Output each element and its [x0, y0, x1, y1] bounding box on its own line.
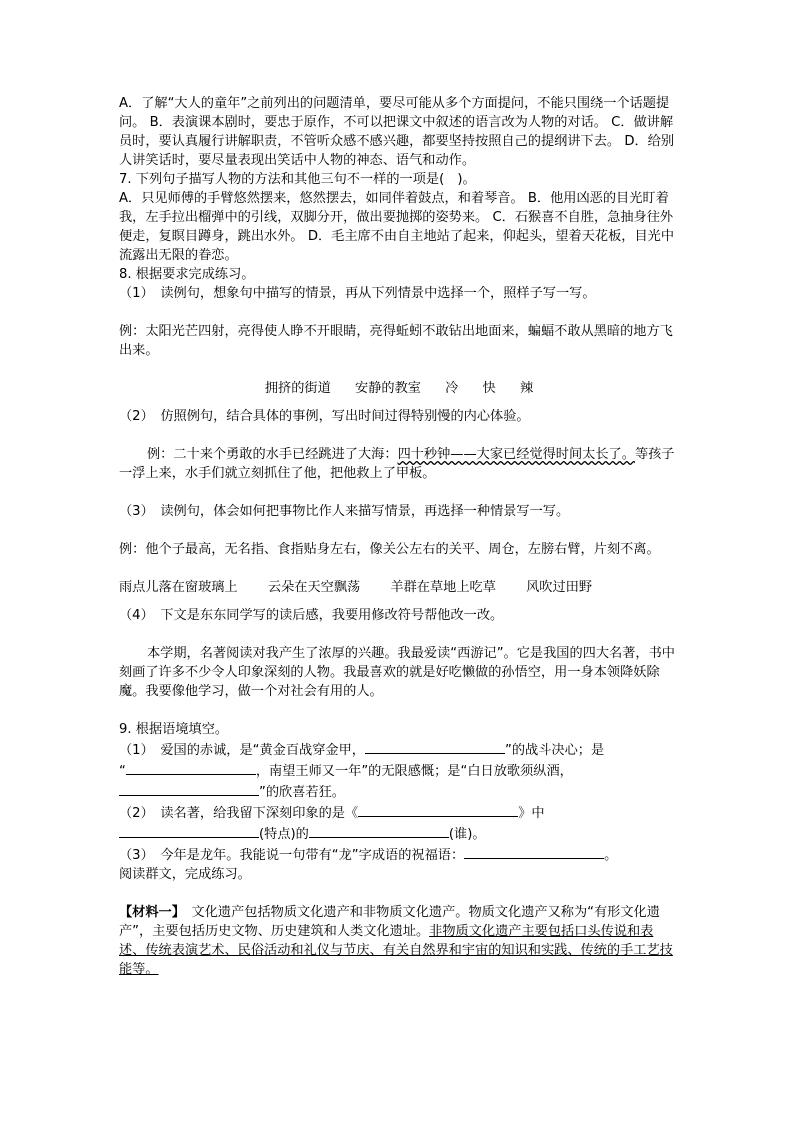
q8-part2-instruction: （2） 仿照例句，结合具体的事例，写出时间过得特别慢的内心体验。 — [119, 409, 530, 424]
scene-wind-over-fields: 风吹过田野 — [526, 580, 593, 595]
q8-stem: 8. 根据要求完成练习。 — [119, 267, 255, 282]
q9-part2 — [119, 802, 679, 844]
q8-part4-instruction: （4） 下文是东东同学写的读后感，我要用修改符号帮他改一改。 — [119, 608, 504, 623]
q8-part3-instruction: （3） 读例句，体会如何把事物比作人来描写情景，再选择一种情景写一写。 — [119, 504, 570, 519]
q9-part1-text: “ — [119, 764, 126, 779]
q9-part1 — [119, 739, 679, 802]
scene-sheep-grazing: 羊群在草地上吃草 — [390, 580, 496, 595]
choice-fast: 快 — [482, 381, 496, 396]
q8-part1-instruction: （1） 读例句，想象句中描写的情景，再从下列情景中选择一个，照样子写一写。 — [119, 286, 596, 301]
choice-cold: 冷 — [445, 381, 459, 396]
q9-part2-text: (特点)的 — [259, 827, 309, 842]
material1-text: 文化遗产包括物质文化遗产和非物质文化遗产。物质文化遗产又称为“有形文化遗产”，主要包括历史文物、历史建筑和人类文化遗址。 — [119, 905, 660, 939]
answer-blank[interactable] — [464, 844, 604, 859]
q8-part1-example: 例：太阳光芒四射，亮得使人睁不开眼睛，亮得蚯蚓不敢钻出地面来，蝙蝠不敢从黑暗的地方飞出来。 — [119, 324, 673, 358]
q9-part2-text: (谁)。 — [448, 827, 486, 842]
q8-part1-choices — [119, 379, 679, 398]
answer-blank[interactable] — [309, 823, 449, 838]
reading-intro: 阅读群文，完成练习。 — [119, 867, 251, 882]
q9-part2-text: 》中 — [518, 806, 545, 821]
material1 — [119, 903, 679, 979]
q9-part1-text: ”的战斗决心；是 — [505, 743, 605, 758]
answer-blank[interactable] — [119, 823, 259, 838]
q9-stem: 9. 根据语境填空。 — [119, 722, 229, 737]
q9-part1-text: ”的欣喜若狂。 — [259, 785, 345, 800]
answer-blank[interactable] — [365, 739, 505, 754]
example-text: 例：二十来个勇敢的水手已经跳进了大海： — [147, 447, 398, 462]
q9-part3-text: 。 — [604, 848, 618, 863]
q8-part4-passage: 本学期，名著阅读对我产生了浓厚的兴趣。我最爱读“西游记”。它是我国的四大名著，书中刻画了许多不少令人印象深刻的人物。我最喜欢的就是好吃懒做的孙悟空，用一身本领降妖除魔。我要像他学习，做一个对社会有用的人。 — [119, 646, 675, 699]
q9-part1-text: ，南望王师又一年”的无限感慨；是“白日放歌须纵酒， — [255, 764, 573, 779]
q9-part1-text: （1） 爱国的赤诚，是“黄金百战穿金甲， — [119, 743, 365, 758]
q9-part2-text: （2） 读名著，给我留下深刻印象的是《 — [119, 806, 359, 821]
example-text-continued: 等孩子一浮上来，水手们就立刻抓住了他，把他救上了甲板。 — [119, 447, 675, 481]
answer-blank[interactable] — [358, 802, 518, 817]
q9-part3 — [119, 844, 679, 865]
q8-part2-example — [119, 445, 679, 483]
q7-stem: 7. 下列句子描写人物的方法和其他三句不一样的一项是( )。 — [119, 172, 476, 187]
q8-part3-choices — [119, 578, 679, 597]
q7-options: A．只见师傅的手臂悠然摆来，悠然摆去，如同伴着鼓点，和着琴音。 B．他用凶恶的目光盯着我，左手拉出榴弹中的引线，双脚分开，做出要抛掷的姿势来。 C．石猴喜不自胜，急抽身往外便走，复瞑目蹲身，跳出水外。 D．毛主席不由自主地站了起来，仰起头，望着天花板，目光中流露出无限的眷恋。 — [119, 191, 675, 263]
answer-blank[interactable] — [126, 760, 256, 775]
material1-label: 【材料一】 — [119, 905, 179, 920]
answer-blank[interactable] — [119, 781, 259, 796]
scene-clouds-drifting: 云朵在天空飘荡 — [267, 580, 361, 595]
q8-part3-example: 例：他个子最高，无名指、食指贴身左右，像关公左右的关平、周仓，左膀右臂，片刻不离。 — [119, 542, 660, 557]
choice-crowded-street: 拥挤的街道 — [264, 381, 331, 396]
choice-spicy: 辣 — [519, 381, 534, 396]
wavy-underlined-text: 四十秒钟——大家已经觉得时间太长了。 — [397, 447, 635, 462]
scene-rain-on-window: 雨点儿落在窗玻璃上 — [119, 580, 238, 595]
choice-quiet-classroom: 安静的教室 — [355, 381, 421, 396]
q9-part3-text: （3） 今年是龙年。我能说一句带有“龙”字成语的祝福语： — [119, 848, 465, 863]
material1-underlined-text: 非物质文化遗产主要包括口头传说和表述、传统表演艺术、民俗活动和礼仪与节庆、有关自然界和宇宙的知识和实践、传统的手工艺技能等。 — [119, 924, 673, 977]
q6-options: A．了解“大人的童年”之前列出的问题清单，要尽可能从多个方面提问，不能只围绕一个话题提问。 B．表演课本剧时，要忠于原作，不可以把课文中叙述的语言改为人物的对话。 C．做讲解员时，要认真履行讲解职责，不管听众感不感兴趣，都要坚持按照自己的提纲讲下去。 D．给别人讲笑话时，要尽量表现出笑话中人物的神态、语气和动作。 — [119, 96, 675, 168]
document-page — [119, 94, 679, 979]
